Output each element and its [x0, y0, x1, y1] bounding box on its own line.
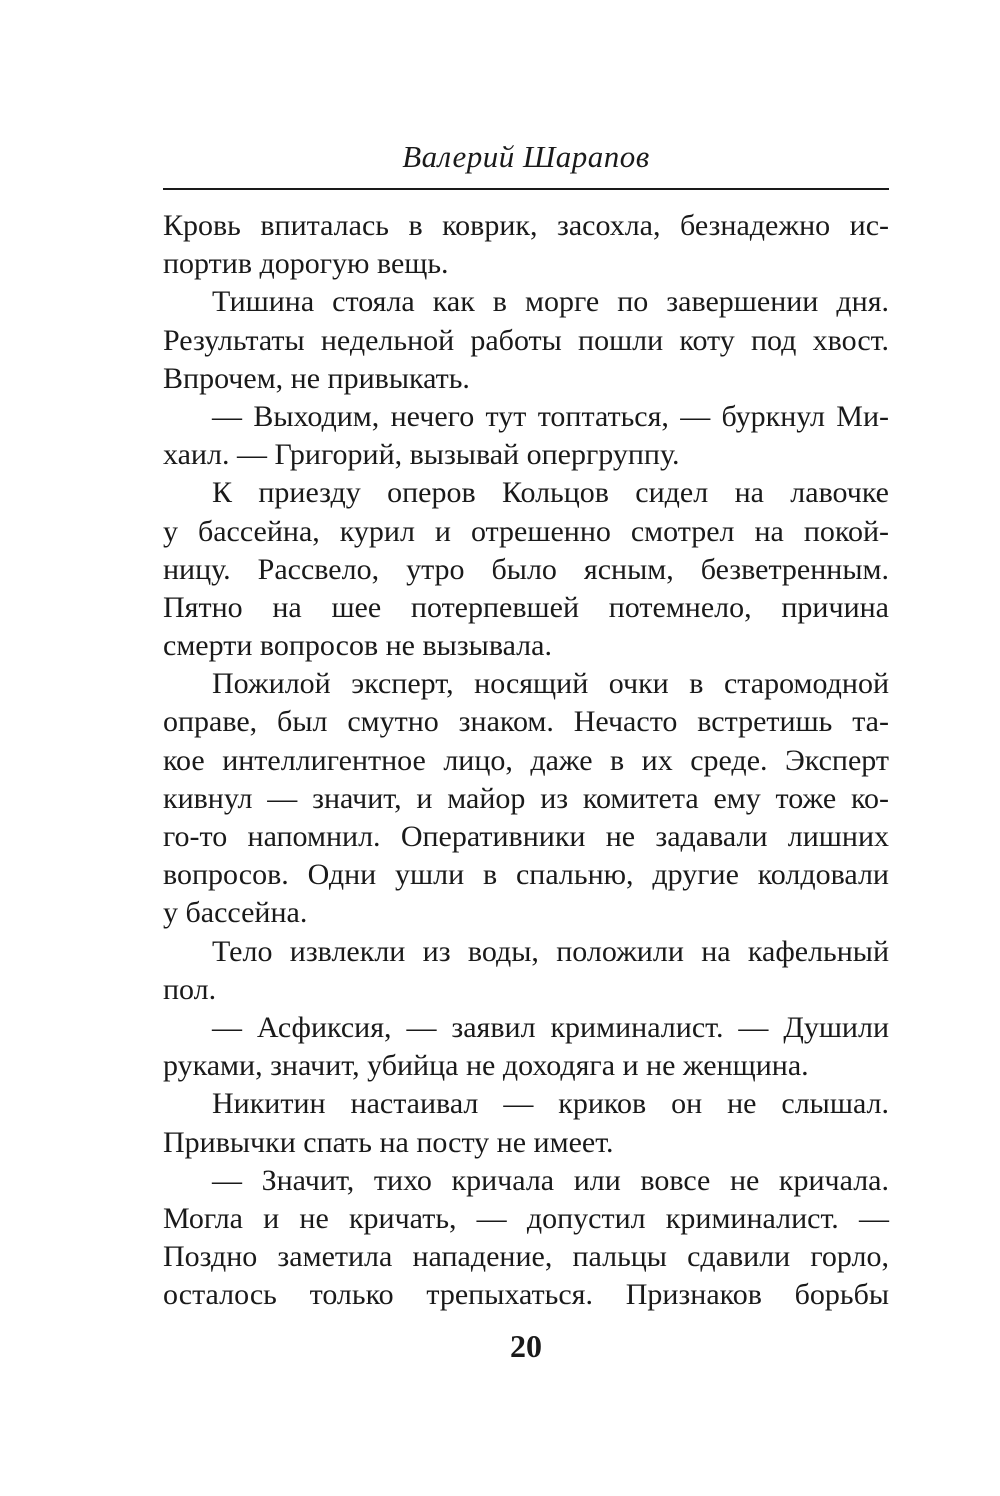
text-line: смерти вопросов не вызывала.	[163, 629, 552, 663]
text-line: портив дорогую вещь.	[163, 247, 449, 281]
running-head-author: Валерий Шарапов	[402, 139, 650, 174]
text-line: оправе, был смутно знаком. Нечасто встретишь та-	[163, 705, 889, 739]
header-rule	[163, 188, 889, 190]
text-line: — Значит, тихо кричала или вовсе не кричала.	[212, 1163, 889, 1197]
text-line: Тело извлекли из воды, положили на кафельный	[212, 934, 889, 968]
text-line: Никитин настаивал — криков он не слышал.	[212, 1087, 889, 1121]
text-line: Пожилой эксперт, носящий очки в старомодной	[212, 667, 889, 701]
text-line: го-то напомнил. Оперативники не задавали лишних	[163, 820, 889, 853]
text-line: — Выходим, нечего тут топтаться, — буркнул Ми-	[212, 399, 889, 433]
text-line: Пятно на шее потерпевшей потемнело, причина	[163, 590, 889, 624]
text-line: пол.	[163, 972, 217, 1006]
text-line: кое интеллигентное лицо, даже в их среде. Эксперт	[163, 743, 889, 777]
text-line: Впрочем, не привыкать.	[163, 361, 470, 395]
text-line: Тишина стояла как в морге по завершении дня.	[212, 285, 889, 319]
text-line: руками, значит, убийца не доходяга и не женщина.	[163, 1049, 809, 1083]
text-line: осталось только трепыхаться. Признаков борьбы	[163, 1278, 889, 1312]
text-line: хаил. — Григорий, вызывай опергруппу.	[163, 438, 680, 472]
text-line: Могла и не кричать, — допустил криминалист. —	[163, 1201, 889, 1235]
text-line: Поздно заметила нападение, пальцы сдавили горло,	[163, 1240, 889, 1274]
body-text	[163, 207, 889, 1314]
text-line: у бассейна.	[163, 896, 308, 930]
text-line: ницу. Рассвело, утро было ясным, безветренным.	[163, 552, 889, 586]
text-line: вопросов. Одни ушли в спальню, другие колдовали	[163, 858, 889, 892]
page-number: 20	[510, 1328, 542, 1364]
text-line: Результаты недельной работы пошли коту под хвост.	[163, 323, 889, 357]
text-line: Кровь впиталась в коврик, засохла, безнадежно ис-	[163, 209, 889, 242]
text-line: у бассейна, курил и отрешенно смотрел на покой-	[163, 514, 889, 548]
text-line: — Асфиксия, — заявил криминалист. — Душили	[212, 1010, 889, 1044]
text-line: кивнул — значит, и майор из комитета ему тоже ко-	[163, 781, 889, 815]
text-line: К приезду оперов Кольцов сидел на лавочке	[212, 476, 889, 510]
text-line: Привычки спать на посту не имеет.	[163, 1125, 614, 1159]
